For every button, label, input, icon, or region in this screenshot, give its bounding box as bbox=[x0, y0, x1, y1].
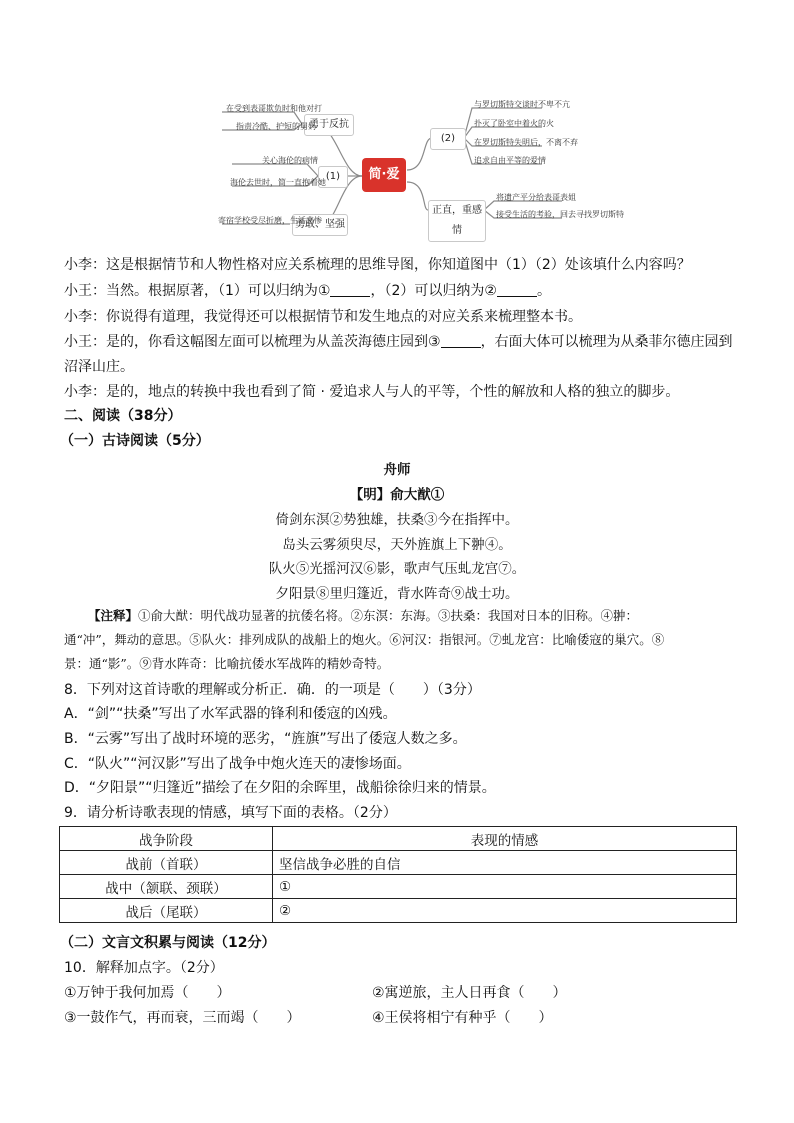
dialogue-line-1: 小李：这是根据情节和人物性格对应关系梳理的思维导图，你知道图中（1）（2）处该填什么内容吗？ bbox=[64, 257, 691, 273]
answer-blank-2[interactable] bbox=[497, 282, 537, 297]
poem-line: 岛头云雾须臾尽，天外旌旗上下翀④。 bbox=[282, 537, 512, 553]
notes-text: ①俞大猷：明代战功显著的抗倭名将。②东溟：东海。③扶桑：我国对日本的旧称。④翀： bbox=[138, 608, 639, 623]
question-8-option-a[interactable]: A．“剑”“扶桑”写出了水军武器的锋利和倭寇的凶残。 bbox=[64, 706, 397, 722]
subsection-heading: （二）文言文积累与阅读（12分） bbox=[60, 935, 276, 951]
mind-map-leaf: 与罗切斯特交谈时不卑不亢 bbox=[474, 100, 570, 109]
dialogue-line-6: 小李：是的，地点的转换中我也看到了简 · 爱追求人与人的平等，个性的解放和人格的独立的脚步。 bbox=[64, 384, 680, 400]
poem-line: 夕阳景⑧里归篷近，背水阵奇⑨战士功。 bbox=[275, 586, 519, 602]
table-cell: 战中（颔联、颈联） bbox=[60, 875, 273, 899]
dialogue-line-5: 沼泽山庄。 bbox=[64, 359, 134, 375]
poem-notes bbox=[64, 604, 732, 676]
mind-map bbox=[218, 98, 624, 240]
table-cell: 坚信战争必胜的自信 bbox=[273, 851, 737, 875]
question-10-item[interactable]: ②寓逆旅，主人日再食（ ） bbox=[372, 985, 567, 1001]
dialogue-text: 。 bbox=[536, 283, 551, 299]
subsection-heading: （一）古诗阅读（5分） bbox=[60, 433, 210, 449]
table-header-row bbox=[60, 827, 737, 851]
poem-line: 队火⑤光摇河汉⑥影，歌声气压虬龙宫⑦。 bbox=[268, 561, 526, 577]
mind-map-leaf: 将遗产平分给表哥表姐 bbox=[496, 193, 576, 202]
mind-map-leaf: 接受生活的考验，回去寻找罗切斯特 bbox=[496, 210, 624, 219]
question-10-item[interactable]: ③一鼓作气，再而衰，三而竭（ ） bbox=[64, 1010, 301, 1026]
emotion-table bbox=[59, 826, 737, 923]
dialogue-text: ，右面大体可以梳理为从桑菲尔德庄园到 bbox=[480, 334, 733, 350]
notes-label: 【注释】 bbox=[88, 608, 139, 623]
notes-text: 景：通“影”。⑨背水阵奇：比喻抗倭水军战阵的精妙奇特。 bbox=[64, 656, 390, 671]
dialogue-text: ，（2）可以归纳为② bbox=[370, 283, 497, 299]
table-header-cell: 战争阶段 bbox=[60, 827, 273, 851]
table-row bbox=[60, 851, 737, 875]
dialogue-line-3: 小李：你说得有道理，我觉得还可以根据情节和发生地点的对应关系来梳理整本书。 bbox=[64, 309, 582, 325]
question-8-option-c[interactable]: C．“队火”“河汉影”写出了战争中炮火连天的凄惨场面。 bbox=[64, 756, 411, 772]
mind-map-leaf: 寄宿学校受尽折磨，生活悲惨 bbox=[218, 216, 322, 225]
notes-text: 通“冲”，舞动的意思。⑤队火：排列成队的战船上的炮火。⑥河汉：指银河。⑦虬龙宫：比喻倭寇的巢穴。⑧ bbox=[64, 632, 665, 647]
table-cell: 战后（尾联） bbox=[60, 899, 273, 923]
mind-map-leaf: 关心海伦的病情 bbox=[262, 156, 318, 165]
mind-map-leaf: 指责冷酷、护短的舅妈 bbox=[236, 122, 316, 131]
poem-title: 舟师 bbox=[383, 462, 411, 478]
poem-author: 【明】俞大猷① bbox=[349, 487, 445, 503]
mind-map-center-node: 简·爱 bbox=[362, 158, 406, 192]
mind-map-leaf: 海伦去世时，简一直抱着她 bbox=[230, 178, 326, 187]
question-9-stem: 9．请分析诗歌表现的情感，填写下面的表格。（2分） bbox=[64, 805, 397, 821]
answer-blank-3[interactable] bbox=[441, 333, 481, 348]
mind-map-node-right-1: (2) bbox=[430, 128, 466, 150]
question-10-stem: 10．解释加点字。（2分） bbox=[64, 960, 224, 976]
mind-map-node-right-2: 正直，重感情 bbox=[428, 200, 486, 242]
question-10-item[interactable]: ④王侯将相宁有种乎（ ） bbox=[372, 1010, 553, 1026]
question-8-option-d[interactable]: D．“夕阳景”“归篷近”描绘了在夕阳的余晖里，战船徐徐归来的情景。 bbox=[64, 780, 496, 796]
dialogue-line-4 bbox=[64, 331, 733, 353]
table-header-cell: 表现的情感 bbox=[273, 827, 737, 851]
table-answer-cell[interactable]: ② bbox=[273, 899, 737, 923]
table-answer-cell[interactable]: ① bbox=[273, 875, 737, 899]
question-8-option-b[interactable]: B．“云雾”写出了战时环境的恶劣，“旌旗”写出了倭寇人数之多。 bbox=[64, 731, 467, 747]
dialogue-text: 小王：当然。根据原著，（1）可以归纳为① bbox=[64, 283, 331, 299]
question-10-item[interactable]: ①万钟于我何加焉（ ） bbox=[64, 985, 231, 1001]
answer-blank-1[interactable] bbox=[330, 282, 370, 297]
mind-map-node-left-1: 勇于反抗 bbox=[304, 114, 354, 136]
section-heading: 二、阅读（38分） bbox=[64, 408, 182, 424]
mind-map-leaf: 追求自由平等的爱情 bbox=[474, 156, 546, 165]
mind-map-leaf: 扑灭了卧室中着火的火 bbox=[474, 119, 554, 128]
mind-map-node-left-2: (1) bbox=[318, 166, 348, 188]
dialogue-line-2 bbox=[64, 280, 551, 302]
mind-map-leaf: 在罗切斯特失明后，不离不弃 bbox=[474, 138, 578, 147]
table-row bbox=[60, 875, 737, 899]
question-8-stem: 8．下列对这首诗歌的理解或分析正．确．的一项是（ ）（3分） bbox=[64, 682, 481, 698]
table-cell: 战前（首联） bbox=[60, 851, 273, 875]
dialogue-text: 小王：是的，你看这幅图左面可以梳理为从盖茨海德庄园到③ bbox=[64, 334, 441, 350]
mind-map-leaf: 在受到表哥欺负时和他对打 bbox=[226, 104, 322, 113]
mind-map-node-left-3: 勇敢、坚强 bbox=[292, 214, 348, 236]
table-row bbox=[60, 899, 737, 923]
poem-line: 倚剑东溟②势独雄，扶桑③今在指挥中。 bbox=[275, 512, 519, 528]
